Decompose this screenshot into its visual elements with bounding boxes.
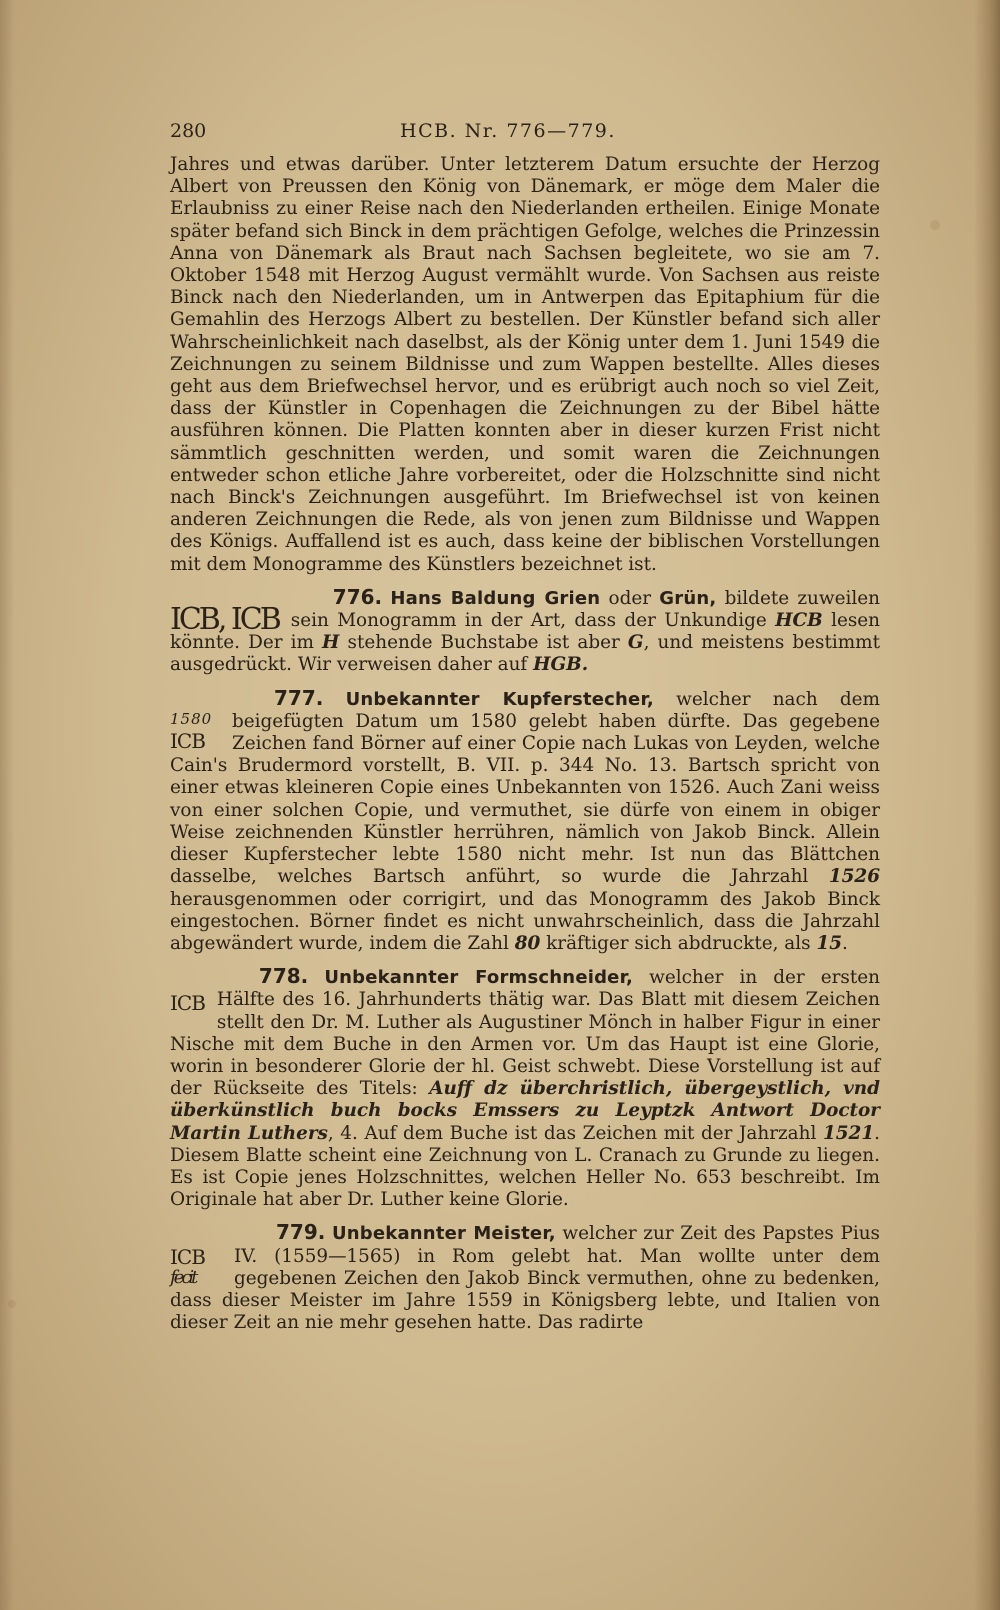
entry-name: Unbekannter Kupferstecher,: [345, 688, 654, 710]
text-span: welcher zur Zeit des Papstes Pius IV. (1559—1565) in Rom gelebt hat. Man wollte unter dem gegebenen Zeichen den Jakob Binck vermuthen, ohne zu bedenken, dass dieser Meister im Jahre 1559 in Königsberg lebte, und Italien von dieser Zeit an nie mehr gesehen hatte. Das radirte: [170, 1223, 880, 1334]
monogram-text: ICB, ICB: [170, 601, 279, 637]
monogram-text: ICB: [170, 728, 205, 753]
page-left-shadow: [0, 0, 14, 1610]
monogram-776: [170, 601, 279, 637]
entry-name: Hans Baldung Grien: [390, 587, 601, 609]
italic-book-title: Auff dz überchristlich, übergeystlich, vnd überkünstlich buch bocks Emssers zu Leyptzk Antwort Doctor Martin Luthers: [170, 1078, 880, 1144]
monogram-text: ICB: [170, 1245, 205, 1270]
monogram-date: 1580: [170, 709, 213, 728]
italic-year: 1526: [828, 866, 880, 888]
entry-number: 777.: [274, 685, 324, 710]
entry-name: Unbekannter Formschneider,: [324, 967, 634, 989]
text-span: kräftiger sich abdruckte, als: [540, 932, 817, 954]
page-content: [170, 120, 880, 1334]
italic-year: 1521: [822, 1122, 875, 1144]
paper-stain: [8, 1300, 16, 1308]
monogram-777: [170, 709, 220, 751]
italic-number: 15: [816, 932, 843, 954]
text-span: bildete zuweilen sein Monogramm in der Art, dass der Unkundige: [290, 587, 880, 632]
monogram-script: fecit: [170, 1267, 196, 1289]
text-span: welcher in der ersten Hälfte des 16. Jahrhunderts thätig war. Das Blatt mit diesem Zeichen stellt den Dr. M. Luther als Augustiner Mönch in halber Figur in einer Nische mit dem Buche in den Armen vor. Um das Haupt ist eine Glorie, worin in besonderer Glorie der hl. Geist schwebt. Diese Vorstellung ist auf der Rückseite des Titels:: [170, 967, 880, 1100]
italic-letter: H: [322, 632, 340, 654]
running-title: HCB. Nr. 776—779.: [400, 120, 616, 142]
entry-776: [170, 586, 880, 677]
entry-number: 778.: [258, 964, 309, 989]
italic-number: 80: [514, 932, 541, 954]
italic-mono: HCB: [775, 610, 823, 632]
text-span: herausgenommen oder corrigirt, und das Monogramm des Jakob Binck eingestochen. Börner findet es nicht unwahrscheinlich, dass die Jahrzahl abgewändert wurde, indem die Zahl: [170, 888, 880, 954]
intro-paragraph: Jahres und etwas darüber. Unter letzterem Datum ersuchte der Herzog Albert von Preussen den König von Dänemark, er möge dem Maler die Erlaubniss zu einer Reise nach den Niederlanden ertheilen. Einige Monate später befand sich Binck in dem prächtigen Gefolge, welches die Prinzessin Anna von Dänemark als Braut nach Sachsen begleitete, wo sie am 7. Oktober 1548 mit Herzog August vermählt wurde. Von Sachsen aus reiste Binck nach den Niederlanden, um in Antwerpen das Epitaphium für die Gemahlin des Herzogs Albert zu bestellen. Der Künstler befand sich aller Wahrscheinlichkeit nach daselbst, als der König unter dem 1. Juni 1549 die Zeichnungen zu seinem Bildnisse und zum Wappen bestellte. Alles dieses geht aus dem Briefwechsel hervor, und es erübrigt auch noch so viel Zeit, dass der Künstler in Copenhagen die Zeichnungen zu der Bibel hätte ausführen können. Die Platten konnten aber in dieser kurzen Frist nicht sämmtlich geschnitten werden, und somit waren die Zeichnungen entweder schon etliche Jahre vorbereitet, oder die Holzschnitte sind nicht nach Binck's Zeichnungen ausgeführt. Im Briefwechsel ist von keinen anderen Zeichnungen die Rede, als von jenen zum Bildnisse und Wappen des Königs. Auffallend ist es auch, dass keine der biblischen Vorstellungen mit dem Monogramme des Künstlers bezeichnet ist.: [170, 154, 880, 575]
running-header: [170, 120, 880, 142]
monogram-778: [170, 991, 205, 1016]
text-span: . Diesem Blatte scheint eine Zeichnung von L. Cranach zu Grunde zu liegen. Es ist Copie jenes Holzschnittes, welchen Heller No. 653 beschreibt. Im Originale hat aber Dr. Luther keine Glorie.: [170, 1122, 880, 1211]
page-right-edge: [974, 0, 1000, 1610]
monogram-text: ICB: [170, 991, 205, 1016]
entry-number: 776.: [332, 584, 383, 609]
paper-stain: [930, 220, 940, 230]
entry-778: [170, 965, 880, 1211]
entry-name-alt: Grün,: [659, 587, 717, 609]
page-number: 280: [170, 120, 207, 142]
entry-779: [170, 1221, 880, 1334]
entry-777: [170, 687, 880, 955]
text-span: stehende Buchstabe ist aber: [339, 632, 628, 654]
text-span: oder: [600, 587, 660, 609]
text-span: .: [842, 932, 848, 954]
text-span: , 4. Auf dem Buche ist das Zeichen mit der Jahrzahl: [327, 1122, 823, 1144]
text-span: , und meistens bestimmt ausgedrückt. Wir verweisen daher auf: [170, 632, 880, 676]
italic-reference: HGB.: [533, 654, 589, 676]
italic-letter: G: [627, 632, 644, 654]
entry-number: 779.: [276, 1220, 326, 1245]
entry-name: Unbekannter Meister,: [331, 1223, 556, 1245]
monogram-779: [170, 1245, 222, 1289]
text-span: lesen könnte. Der im: [170, 610, 880, 654]
text-span: welcher nach dem beigefügten Datum um 1580 gelebt haben dürfte. Das gegebene Zeichen fand Börner auf einer Copie nach Lukas von Leyden, welche Cain's Brudermord vorstellt, B. VII. p. 344 No. 13. Bartsch spricht von einer etwas kleineren Copie eines Unbekannten von 1526. Auch Zani weiss von einer solchen Copie, und vermuthet, sie dürfe von einem in obiger Weise zeichnenden Künstler herrühren, nämlich von Jakob Binck. Allein dieser Kupferstecher lebte 1580 nicht mehr. Ist nun das Blättchen dasselbe, welches Bartsch anführt, so wurde die Jahrzahl: [170, 688, 880, 888]
